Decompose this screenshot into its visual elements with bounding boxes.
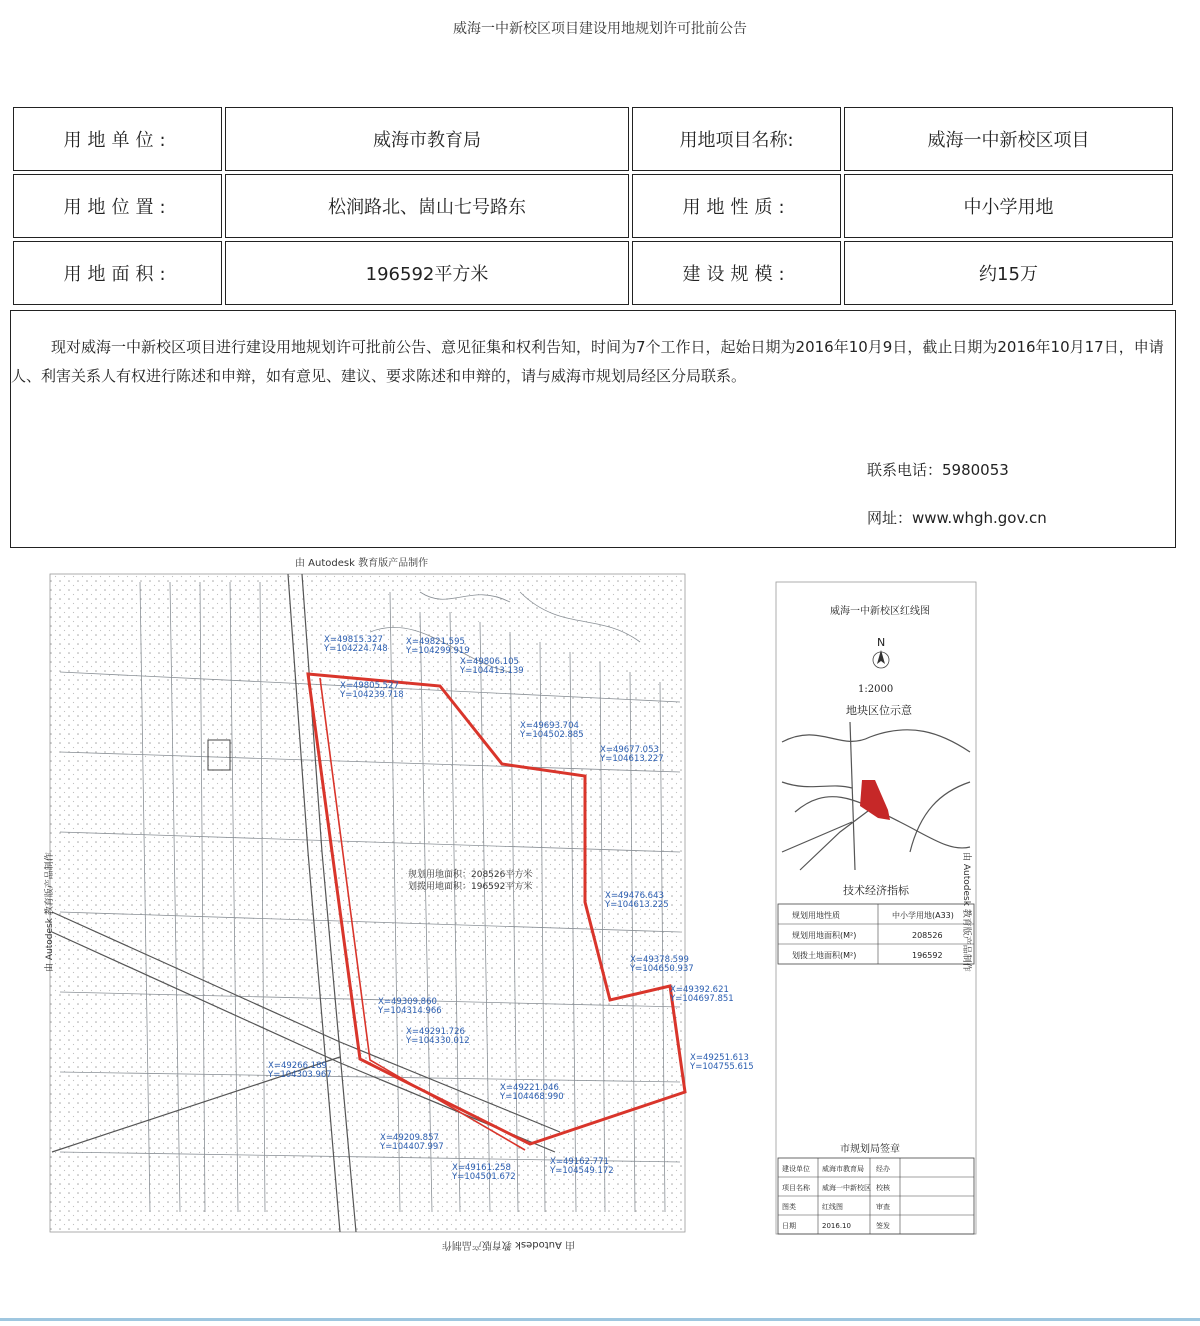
table-row <box>13 107 1173 171</box>
sign-cell: 审查 <box>876 1203 890 1211</box>
coord-label: Y=104501.672 <box>452 1172 516 1182</box>
tech-value: 208526 <box>912 931 943 940</box>
side-title: 威海一中新校区红线图 <box>830 606 930 617</box>
coord-label: X=49805.527 <box>340 681 399 691</box>
value-land-location: 松涧路北、崮山七号路东 <box>225 174 629 238</box>
sign-cell: 威海市教育局 <box>822 1165 864 1173</box>
info-table <box>10 104 1176 308</box>
coord-label: X=49821.595 <box>406 637 465 647</box>
coord-label: X=49392.621 <box>670 985 729 995</box>
coord-label: Y=104502.885 <box>520 730 584 740</box>
contact-website: 网址：www.whgh.gov.cn <box>867 509 1047 527</box>
coord-label: X=49693.704 <box>520 721 579 731</box>
label-land-nature: 用地性质: <box>632 174 841 238</box>
coord-label: Y=104755.615 <box>690 1062 754 1072</box>
map-drawing <box>40 552 985 1262</box>
coord-label: Y=104413.139 <box>460 666 524 676</box>
watermark-top: 由 Autodesk 教育版产品制作 <box>295 558 429 569</box>
tech-value: 中小学用地(A33) <box>892 911 954 920</box>
value-land-nature: 中小学用地 <box>844 174 1173 238</box>
watermark-bottom: 由 Autodesk 教育版产品制作 <box>441 1239 575 1250</box>
coord-label: Y=104330.012 <box>406 1036 470 1046</box>
coord-label: X=49815.327 <box>324 635 383 645</box>
map-area <box>40 552 985 1262</box>
label-build-scale: 建设规模: <box>632 241 841 305</box>
coord-label: Y=104314.966 <box>378 1006 442 1016</box>
coord-label: Y=104549.172 <box>550 1166 614 1176</box>
coord-label: Y=104299.919 <box>406 646 470 656</box>
coord-label: Y=104407.997 <box>380 1142 444 1152</box>
coord-label: Y=104303.967 <box>268 1070 332 1080</box>
coord-label: Y=104613.227 <box>600 754 664 764</box>
coord-label: X=49677.053 <box>600 745 659 755</box>
tech-key: 划拨土地面积(M²) <box>792 951 857 960</box>
coord-label: Y=104613.225 <box>605 900 669 910</box>
area-land-label: 划拨用地面积：196592平方米 <box>408 882 533 892</box>
coord-label: X=49209.857 <box>380 1133 439 1143</box>
sign-cell: 威海一中新校区 <box>822 1184 871 1192</box>
coord-label: X=49251.613 <box>690 1053 749 1063</box>
tech-title: 技术经济指标 <box>843 884 909 897</box>
label-land-area: 用地面积: <box>13 241 222 305</box>
tech-key: 规划用地性质 <box>792 911 840 920</box>
value-project-name: 威海一中新校区项目 <box>844 107 1173 171</box>
coord-label: Y=104697.851 <box>670 994 734 1004</box>
coord-label: X=49309.860 <box>378 997 437 1007</box>
table-row <box>13 174 1173 238</box>
label-land-location: 用地位置: <box>13 174 222 238</box>
bottom-divider <box>0 1318 1200 1321</box>
notice-box <box>10 310 1176 548</box>
topo-map <box>50 574 685 1232</box>
coord-label: Y=104224.748 <box>324 644 388 654</box>
coord-label: X=49476.643 <box>605 891 664 901</box>
sign-cell: 校核 <box>876 1184 890 1192</box>
value-land-area: 196592平方米 <box>225 241 629 305</box>
coord-label: X=49221.046 <box>500 1083 559 1093</box>
label-project-name: 用地项目名称: <box>632 107 841 171</box>
sign-cell: 经办 <box>876 1165 890 1173</box>
coord-label: X=49378.599 <box>630 955 689 965</box>
coord-label: X=49162.771 <box>550 1157 609 1167</box>
watermark-left: 由 Autodesk 教育版产品制作 <box>45 852 55 972</box>
value-land-unit: 威海市教育局 <box>225 107 629 171</box>
value-build-scale: 约15万 <box>844 241 1173 305</box>
page-title: 威海一中新校区项目建设用地规划许可批前公告 <box>453 21 747 37</box>
watermark-right: 由 Autodesk 教育版产品制作 <box>961 852 971 972</box>
tech-value: 196592 <box>912 951 943 960</box>
coord-label: Y=104650.937 <box>630 964 694 974</box>
sign-title: 市规划局签章 <box>840 1144 900 1155</box>
coord-label: X=49266.189 <box>268 1061 327 1071</box>
area-plan-label: 规划用地面积：208526平方米 <box>408 870 533 880</box>
sign-cell: 签发 <box>876 1222 890 1230</box>
sign-cell: 图类 <box>782 1203 796 1211</box>
location-title: 地块区位示意 <box>846 704 912 717</box>
notice-text: 现对威海一中新校区项目进行建设用地规划许可批前公告、意见征集和权利告知，时间为7个工作日，起始日期为2016年10月9日，截止日期为2016年10月17日，申请人、利害关系人有权进行陈述和申辩，如有意见、建议、要求陈述和申辩的，请与威海市规划局经区分局联系。 <box>11 338 1164 385</box>
location-map <box>780 720 970 870</box>
scale-label: 1:2000 <box>858 684 894 695</box>
coord-label: X=49806.105 <box>460 657 519 667</box>
coord-label: X=49291.726 <box>406 1027 465 1037</box>
contact-phone: 联系电话：5980053 <box>867 461 1009 479</box>
sign-cell: 2016.10 <box>822 1222 851 1230</box>
table-row <box>13 241 1173 305</box>
label-land-unit: 用地单位: <box>13 107 222 171</box>
coord-label: Y=104239.718 <box>340 690 404 700</box>
coord-label: Y=104468.990 <box>500 1092 564 1102</box>
north-label: N <box>877 636 886 649</box>
sign-cell: 建设单位 <box>782 1165 810 1173</box>
sign-cell: 项目名称 <box>782 1184 810 1192</box>
sign-cell: 日期 <box>782 1222 796 1230</box>
side-panel <box>776 582 976 1234</box>
sign-cell: 红线图 <box>822 1203 843 1211</box>
coord-label: X=49161.258 <box>452 1163 511 1173</box>
tech-key: 规划用地面积(M²) <box>792 931 857 940</box>
